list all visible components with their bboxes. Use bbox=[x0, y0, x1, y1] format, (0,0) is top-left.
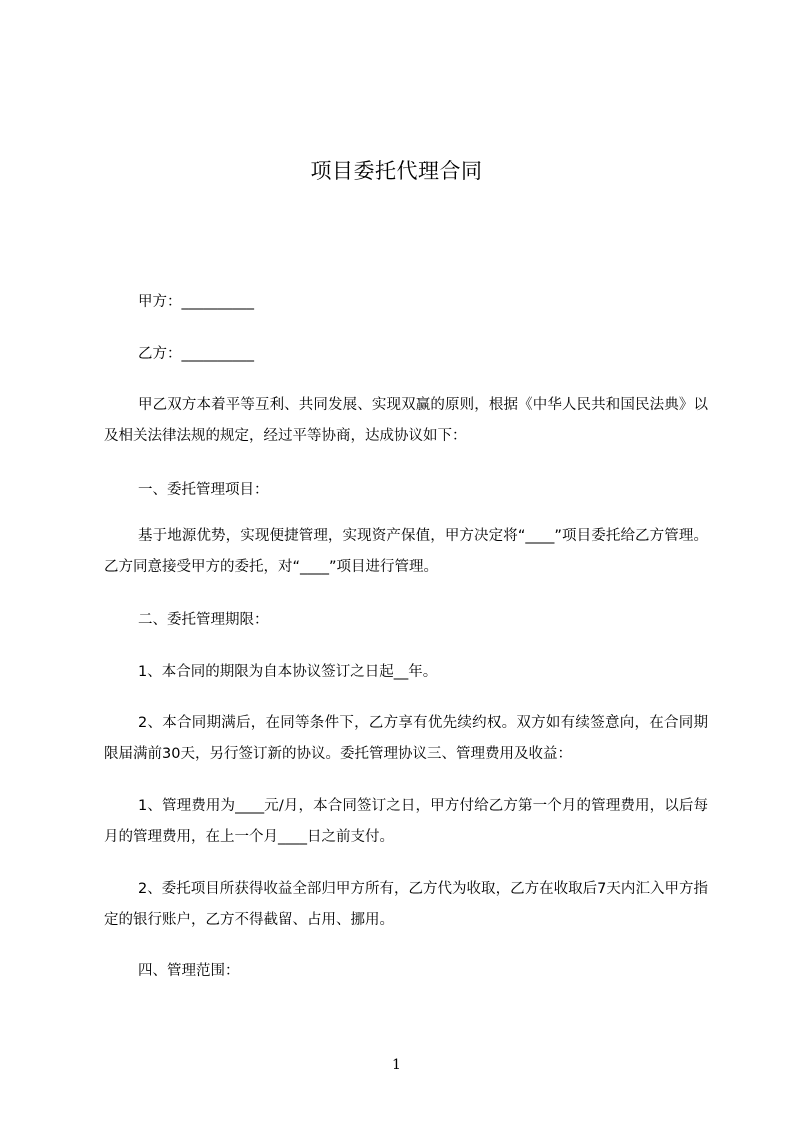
document-title: 项目委托代理合同 bbox=[310, 159, 483, 184]
section3-item1: 1、管理费用为____元/月，本合同签订之日，甲方付给乙方第一个月的管理费用，以后每月的管理费用，在上一个月____日之前支付。 bbox=[104, 798, 708, 845]
section2-item1: 1、本合同的期限为自本协议签订之日起__年。 bbox=[138, 664, 438, 680]
section2-item2: 2、本合同期满后，在同等条件下，乙方享有优先续约权。双方如有续签意向，在合同期限届满前30天，另行签订新的协议。委托管理协议三、管理费用及收益： bbox=[104, 715, 708, 762]
party-a-line: 甲方：__________ bbox=[138, 294, 254, 310]
party-b-line: 乙方：__________ bbox=[138, 346, 254, 362]
section1-body: 基于地源优势，实现便捷管理，实现资产保值，甲方决定将“____”项目委托给乙方管理。乙方同意接受甲方的委托，对“____”项目进行管理。 bbox=[104, 528, 708, 575]
section1-heading: 一、委托管理项目： bbox=[138, 482, 269, 498]
page-number: 1 bbox=[392, 1057, 401, 1073]
section4-heading: 四、管理范围： bbox=[138, 963, 240, 979]
section3-item2: 2、委托项目所获得收益全部归甲方所有，乙方代为收取，乙方在收取后7天内汇入甲方指定的银行账户，乙方不得截留、占用、挪用。 bbox=[104, 881, 708, 928]
intro-paragraph: 甲乙双方本着平等互利、共同发展、实现双赢的原则，根据《中华人民共和国民法典》以及相关法律法规的规定，经过平等协商，达成协议如下： bbox=[104, 397, 708, 444]
section2-heading: 二、委托管理期限： bbox=[138, 612, 269, 628]
